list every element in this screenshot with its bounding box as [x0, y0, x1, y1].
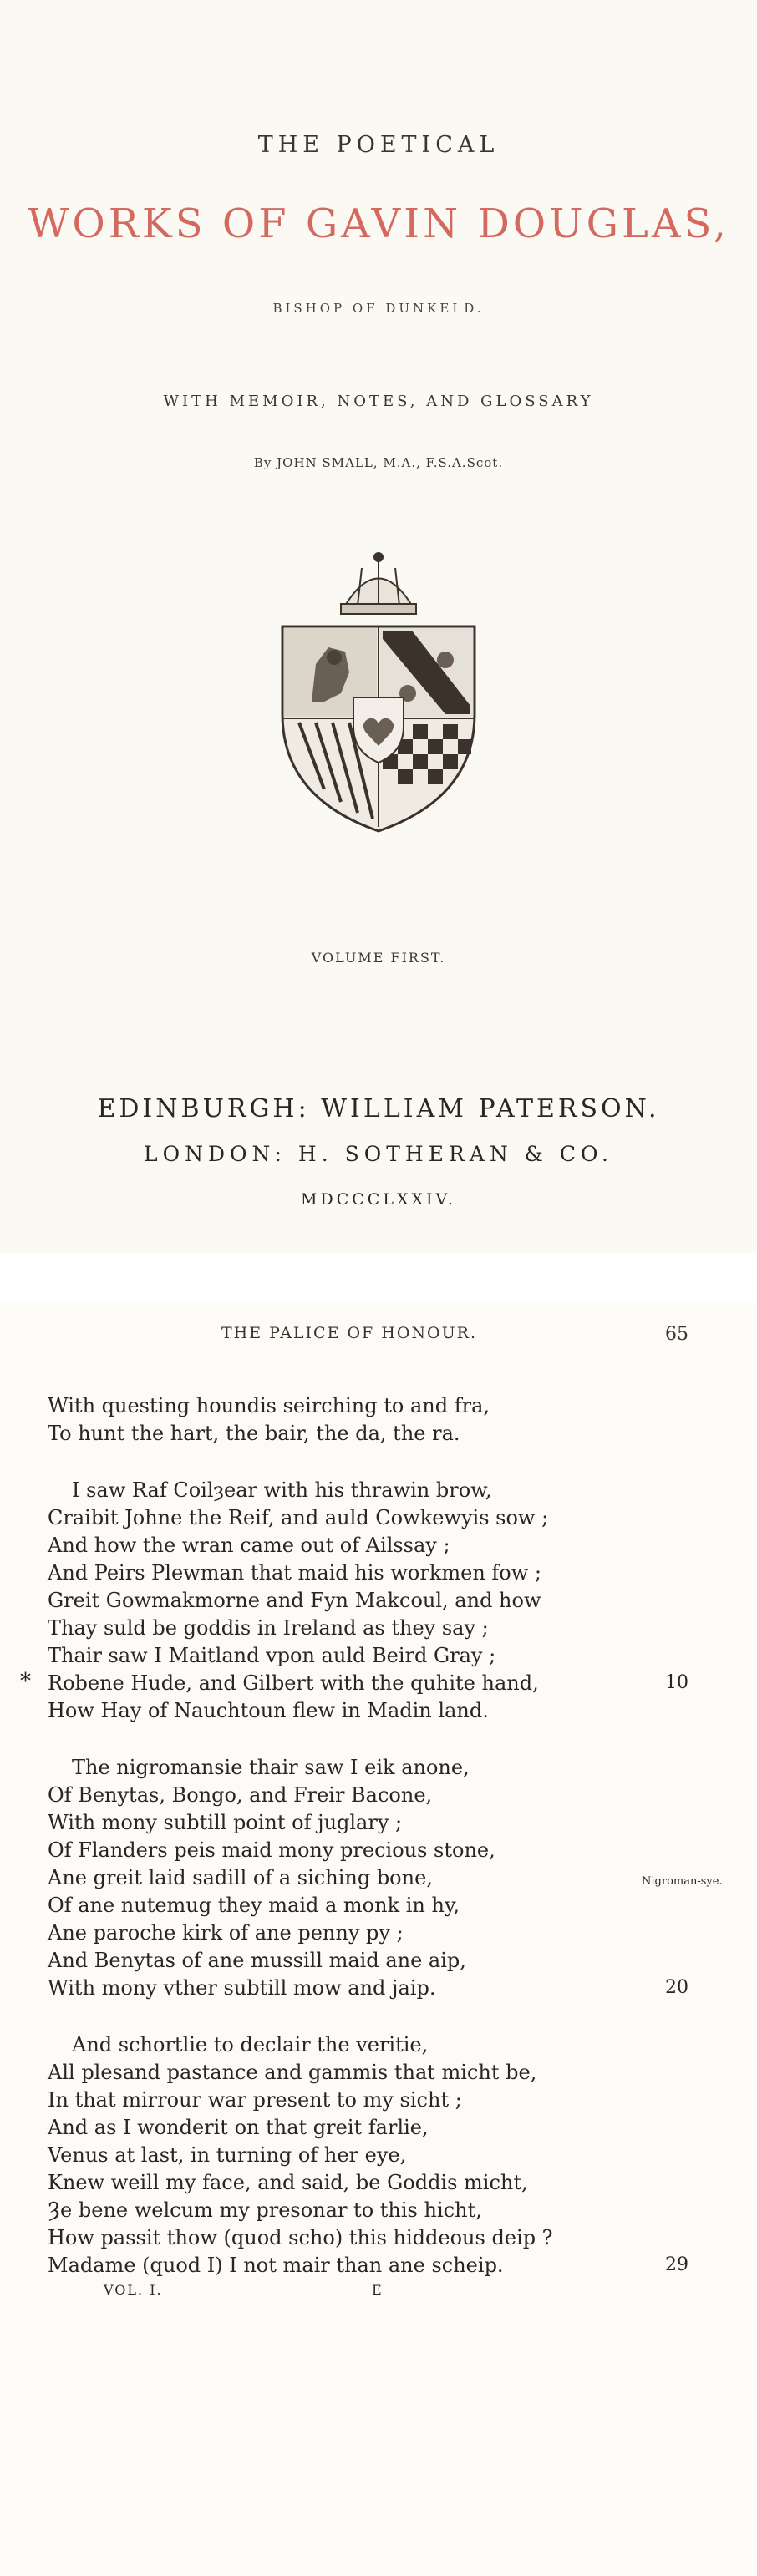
footer-volume: VOL. I.: [104, 2282, 163, 2298]
poem-line: With mony subtill point of juglary ;: [48, 1811, 403, 1834]
poem-line: Thair saw I Maitland vpon auld Beird Gray ;: [48, 1644, 496, 1667]
publication-year: MDCCCLXXIV.: [301, 1190, 456, 1209]
poem-line: Greit Gowmakmorne and Fyn Makcoul, and how: [48, 1589, 541, 1612]
title-page: [0, 0, 757, 1253]
crown-icon: [341, 553, 416, 614]
title-subtitle: BISHOP OF DUNKELD.: [272, 301, 485, 316]
page-number: 65: [665, 1324, 688, 1345]
line-number: 10: [665, 1672, 688, 1693]
margin-note: Nigroman-sye.: [642, 1875, 723, 1888]
poem-line: And schortlie to declair the veritie,: [72, 2033, 429, 2056]
poem-line: And as I wonderit on that greit farlie,: [48, 2116, 429, 2139]
poem-line: To hunt the hart, the bair, the da, the ra.: [48, 1422, 460, 1445]
line-number: 20: [665, 1977, 688, 1998]
london-line: LONDON: H. SOTHERAN & CO.: [144, 1142, 613, 1166]
poem-line: Ane greit laid sadill of a siching bone,: [48, 1866, 433, 1889]
poem-line: The nigromansie thair saw I eik anone,: [72, 1756, 470, 1779]
main-title: WORKS OF GAVIN DOUGLAS,: [28, 200, 729, 247]
poem-line: And Peirs Plewman that maid his workmen fow ;: [48, 1561, 542, 1585]
poem-line: Craibit Johne the Reif, and auld Cowkewyis sow ;: [48, 1506, 549, 1529]
poem-line: Madame (quod I) I not mair than ane scheip.: [48, 2254, 504, 2277]
poem-line: How Hay of Nauchtoun flew in Madin land.: [48, 1699, 489, 1722]
poem-line: In that mirrour war present to my sicht ;: [48, 2088, 462, 2112]
publisher-line: EDINBURGH: WILLIAM PATERSON.: [97, 1094, 660, 1123]
volume-label: VOLUME FIRST.: [311, 950, 446, 966]
poem-line: And Benytas of ane mussill maid ane aip,: [48, 1949, 466, 1972]
poem-line: Thay suld be goddis in Ireland as they say ;: [48, 1616, 489, 1640]
poem-line: Of Benytas, Bongo, and Freir Bacone,: [48, 1783, 433, 1807]
poem-line: Ȝe bene welcum my presonar to this hicht,: [48, 2198, 482, 2222]
poem-line: Of Flanders peis maid mony precious stone,: [48, 1838, 495, 1862]
poem-line: Ane paroche kirk of ane penny py ;: [48, 1921, 404, 1945]
poem-line: How passit thow (quod scho) this hiddeous deip ?: [48, 2226, 553, 2249]
line-marker: *: [20, 1669, 31, 1694]
title-heading: THE POETICAL: [257, 132, 500, 158]
signature-mark: E: [372, 2282, 382, 2298]
coat-of-arms-crest: [266, 547, 491, 835]
poem-line: Knew weill my face, and said, be Goddis micht,: [48, 2171, 528, 2194]
poem-line: With mony vther subtill mow and jaip.: [48, 1976, 436, 2000]
poem-line: And how the wran came out of Ailssay ;: [48, 1534, 450, 1557]
poem-line: With questing houndis seirching to and fra,: [48, 1394, 490, 1417]
poem-line: Venus at last, in turning of her eye,: [48, 2143, 407, 2167]
poem-line: Of ane nutemug they maid a monk in hy,: [48, 1894, 460, 1917]
poem-line: Robene Hude, and Gilbert with the quhite hand,: [48, 1671, 539, 1695]
poem-line: All plesand pastance and gammis that micht be,: [48, 2061, 537, 2084]
title-contents: WITH MEMOIR, NOTES, AND GLOSSARY: [163, 393, 594, 410]
title-editor: By JOHN SMALL, M.A., F.S.A.Scot.: [253, 455, 504, 470]
line-number: 29: [665, 2254, 688, 2275]
poem-line: I saw Raf Coilȝear with his thrawin brow,: [72, 1478, 492, 1502]
running-head: THE PALICE OF HONOUR.: [221, 1324, 477, 1342]
